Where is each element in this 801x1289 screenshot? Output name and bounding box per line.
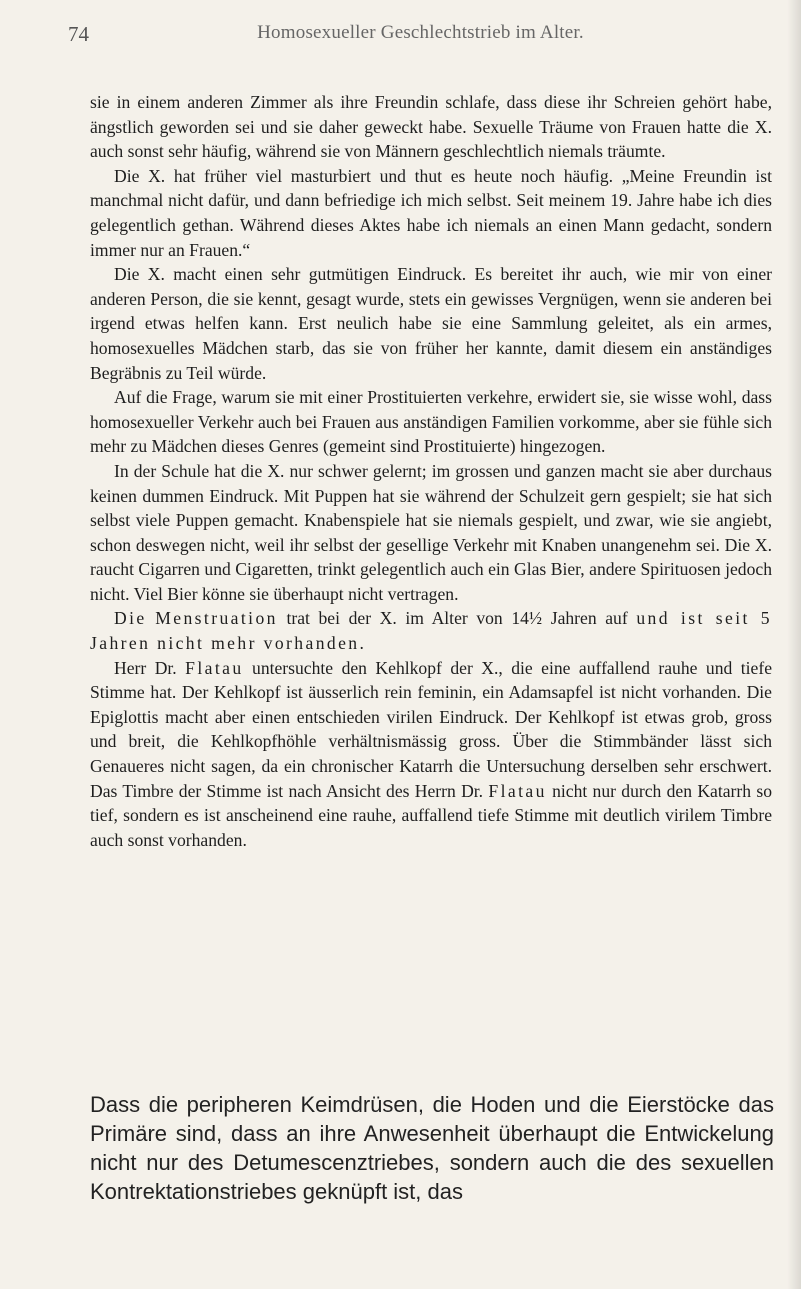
menstruation-term: Menstruation: [155, 608, 278, 629]
paragraph-2: Die X. hat früher viel masturbiert und thut es heute noch häufig. „Meine Freundin ist manchmal nicht dafür, und dann befriedige ich mich selbst. Seit meinem 19. Jahre habe ich dies gelegentlich gethan. Während dieses Aktes habe ich niemals an einen Mann gedacht, sondern immer nur an Frauen.“: [90, 165, 772, 260]
paragraph-3: Die X. macht einen sehr gutmütigen Eindruck. Es bereitet ihr auch, wie mir von einer anderen Person, die sie kennt, gesagt wurde, stets ein gewisses Vergnügen, wenn sie anderen bei irgend etwas helfen kann. Erst neulich habe sie eine Sammlung geleitet, als ein armes, homosexuelles Mädchen starb, das sie von früher her kannte, damit diesem ein anständiges Begräbnis zu Teil würde.: [90, 264, 772, 383]
page-edge-shadow: [787, 0, 801, 1289]
menstruation-mid: trat bei der X. im Alter von 14½ Jahren auf: [286, 608, 628, 629]
page-number: 74: [68, 22, 89, 46]
paragraph-menstruation: [90, 606, 772, 655]
examination-tail: nicht nur durch den Katarrh so tief, sondern es ist anscheinend eine rauhe, auffallend tiefe Stimme mit deutlich virilem Timbre auch sonst vorhanden.: [90, 780, 772, 850]
page-header: [68, 22, 773, 52]
body-text: [90, 90, 772, 852]
examiner-name-1: Flatau: [185, 657, 244, 678]
examination-lead: Herr Dr.: [114, 657, 177, 678]
next-section-text: Dass die peripheren Keimdrüsen, die Hoden und die Eierstöcke das Primäre sind, dass an ihre Anwesenheit überhaupt die Entwickelung nicht nur des Detumescenztriebes, sondern auch die des sexuellen Kontrektationstriebes geknüpft ist, das: [90, 1092, 774, 1204]
running-head: Homosexueller Geschlechtstrieb im Alter.: [257, 22, 584, 43]
paragraph-examination: [90, 656, 772, 853]
examination-mid: untersuchte den Kehlkopf der X., die eine auffallend rauhe und tiefe Stimme hat. Der Kehlkopf ist äusserlich rein feminin, ein Adamsapfel ist nicht vorhanden. Die Epiglottis macht aber einen entschieden virilen Eindruck. Der Kehlkopf ist etwas grob, gross und breit, die Kehlkopfhöhle verhältnismässig gross. Über die Stimmbänder lässt sich Genaueres nicht sagen, da ein chronischer Katarrh die Untersuchung derselben sehr erschwert. Das Timbre der Stimme ist nach Ansicht des Herrn Dr.: [90, 657, 773, 801]
menstruation-tail: und ist seit 5 Jahren nicht mehr vorhanden.: [90, 608, 772, 654]
paragraph-4: Auf die Frage, warum sie mit einer Prostituierten verkehre, erwidert sie, sie wisse wohl, dass homosexueller Verkehr auch bei Frauen aus anständigen Familien vorkomme, aber sie fühle sich mehr zu Mädchen dieses Genres (gemeint sind Prostituierte) hingezogen.: [90, 387, 772, 457]
menstruation-lead: Die: [114, 608, 147, 629]
examiner-name-2: Flatau: [488, 780, 547, 801]
paragraph-1: sie in einem anderen Zimmer als ihre Freundin schlafe, dass diese ihr Schreien gehört habe, ängstlich geworden sei und sie daher geweckt habe. Sexuelle Träume von Frauen hatte die X. auch sonst sehr häufig, während sie von Männern geschlechtlich niemals träumte.: [90, 92, 772, 162]
paragraph-5: In der Schule hat die X. nur schwer gelernt; im grossen und ganzen macht sie aber durchaus keinen dummen Eindruck. Mit Puppen hat sie während der Schulzeit gern gespielt; sie hat sich selbst viele Puppen gemacht. Knabenspiele hat sie niemals gespielt, und zwar, wie sie angiebt, schon deswegen nicht, weil ihr selbst der gesellige Verkehr mit Knaben unangenehm sei. Die X. raucht Cigarren und Cigaretten, trinkt gelegentlich auch ein Glas Bier, andere Spirituosen jedoch nicht. Viel Bier könne sie überhaupt nicht vertragen.: [90, 460, 772, 604]
